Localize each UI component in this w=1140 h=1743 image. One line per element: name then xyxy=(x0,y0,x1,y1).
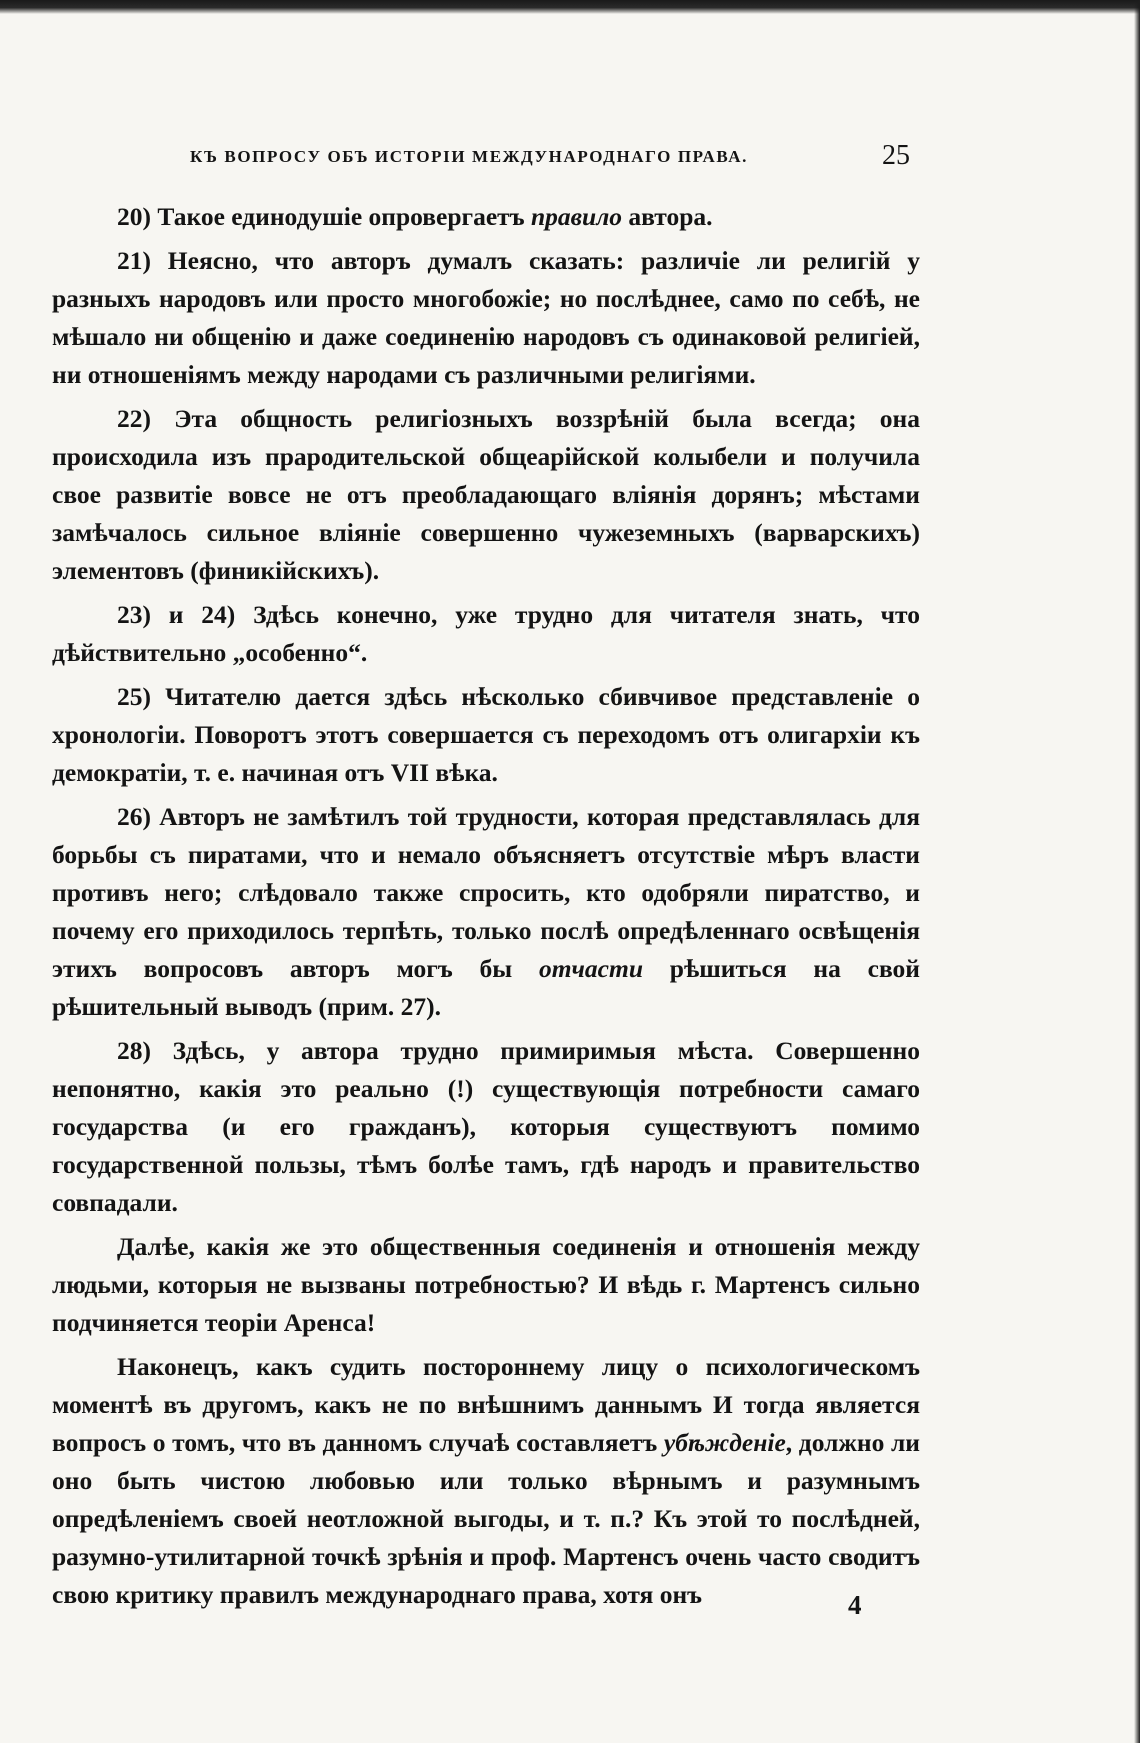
paragraph-text: Наконецъ, какъ судить постороннему лицу о психологическомъ моментѣ въ другомъ, какъ не по внѣшнимъ даннымъ И тогда является вопросъ о томъ, что въ данномъ случаѣ составляетъ xyxy=(52,1352,920,1457)
paragraph-text: рѣшиться на свой рѣшительный выводъ (прим. 27). xyxy=(52,954,920,1021)
paragraph-text: 28) Здѣсь, у автора трудно примиримыя мѣста. Совершенно непонятно, какія это реально (!) существующія потребности самаго государства (и его гражданъ), которыя существуютъ помимо государственной пользы, тѣмъ болѣе тамъ, гдѣ народъ и правительство совпадали. xyxy=(52,1036,920,1217)
paragraph-finally xyxy=(52,1348,920,1614)
body-text xyxy=(52,198,920,1620)
paragraph-text: 23) и 24) Здѣсь конечно, уже трудно для читателя знать, что дѣйствительно „особенно“. xyxy=(52,600,920,667)
paragraph-text: 26) Авторъ не замѣтилъ той трудности, которая представлялась для борьбы съ пиратами, что и немало объясняетъ отсутствіе мѣръ власти противъ него; слѣдовало также спросить, кто одобряли пиратство, и почему его приходилось терпѣть, только послѣ опредѣленнаго освѣщенія этихъ вопросовъ авторъ могъ бы xyxy=(52,802,920,983)
signature-mark: 4 xyxy=(848,1590,862,1620)
page-top-border xyxy=(0,0,1140,14)
paragraph-text: 22) Эта общность религіозныхъ воззрѣній была всегда; она происходила изъ прародительской общеарійской колыбели и получила свое развитіе вовсе не отъ преобладающаго вліянія дорянъ; мѣстами замѣчалось сильное вліяніе совершенно чужеземныхъ (варварскихъ) элементовъ (финикійскихъ). xyxy=(52,404,920,585)
paragraph-text: 21) Неясно, что авторъ думалъ сказать: различіе ли религій у разныхъ народовъ или просто многобожіе; но послѣднее, само по себѣ, не мѣшало ни общенію и даже соединенію народовъ съ одинаковой религіей, ни отношеніямъ между народами съ различными религіями. xyxy=(52,246,920,389)
emphasis-text: отчасти xyxy=(538,954,644,983)
paragraph-text: 20) Такое единодушіе опровергаетъ xyxy=(117,202,531,231)
emphasis-text: правило xyxy=(530,202,623,231)
page-number: 25 xyxy=(882,140,910,171)
paragraph-21 xyxy=(52,242,920,394)
paragraph-text: Далѣе, какія же это общественныя соединенія и отношенія между людьми, которыя не вызваны потребностью? И вѣдь г. Мартенсъ сильно подчиняется теоріи Аренса! xyxy=(52,1232,920,1337)
paragraph-text: 25) Читателю дается здѣсь нѣсколько сбивчивое представленіе о хронологіи. Поворотъ этотъ совершается съ переходомъ отъ олигархіи къ демократіи, т. е. начиная отъ VII вѣка. xyxy=(52,682,920,787)
running-head-title: КЪ ВОПРОСУ ОБЪ ИСТОРІИ МЕЖДУНАРОДНАГО ПРАВА. xyxy=(190,147,748,166)
paragraph-text: автора. xyxy=(622,202,713,231)
paragraph-28 xyxy=(52,1032,920,1222)
page-right-edge-shadow xyxy=(1134,0,1140,1743)
paragraph-further xyxy=(52,1228,920,1342)
paragraph-22 xyxy=(52,400,920,590)
paragraph-25 xyxy=(52,678,920,792)
paragraph-20 xyxy=(52,198,920,236)
paragraph-26 xyxy=(52,798,920,1026)
paragraph-text: , должно ли оно быть чистою любовью или только вѣрнымъ и разумнымъ опредѣленіемъ своей неотложной выгоды, и т. п.? Къ этой то послѣдней, разумно-утилитарной точкѣ зрѣнія и проф. Мартенсъ очень часто сводитъ свою критику правилъ международнаго права, хотя онъ xyxy=(52,1428,920,1609)
emphasis-text: убѣжденіе xyxy=(663,1428,786,1457)
paragraph-23-24 xyxy=(52,596,920,672)
